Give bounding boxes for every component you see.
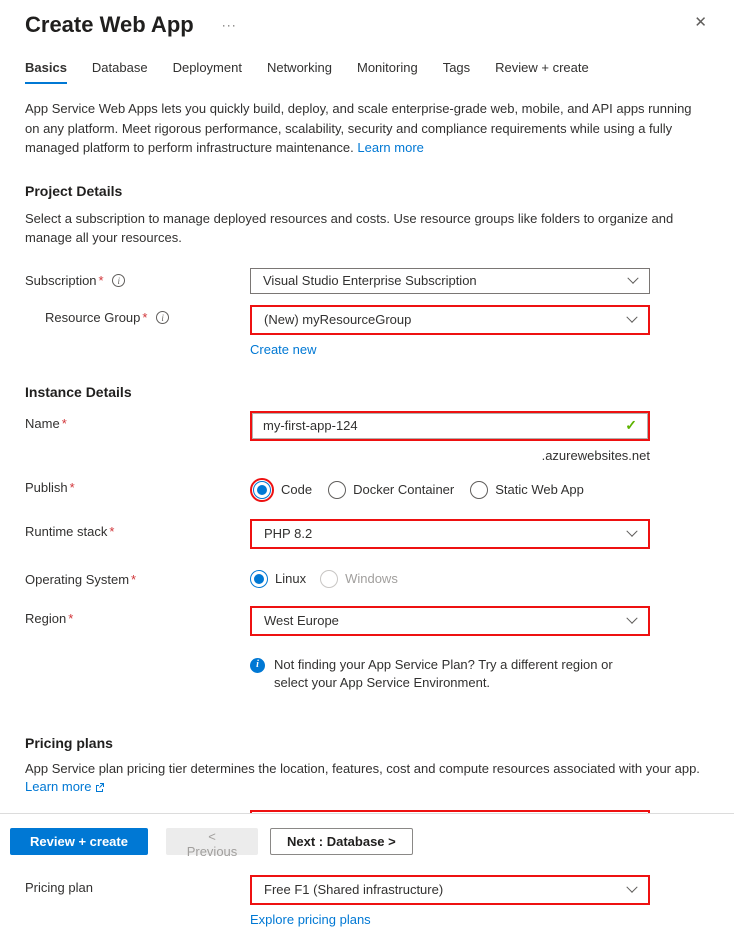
region-dropdown[interactable] <box>252 608 648 634</box>
publish-row <box>25 475 709 502</box>
tab-database[interactable]: Database <box>91 60 148 75</box>
radio-highlight <box>250 478 274 502</box>
resource-group-highlight <box>250 305 650 335</box>
publish-option-static[interactable]: Static Web App <box>470 481 584 499</box>
previous-button[interactable]: < Previous <box>166 828 258 855</box>
name-input[interactable] <box>263 418 625 433</box>
resource-group-dropdown[interactable] <box>252 307 648 333</box>
subscription-row <box>25 268 709 294</box>
pricing-plans-heading: Pricing plans <box>25 735 113 752</box>
runtime-stack-dropdown[interactable] <box>252 521 648 547</box>
required-asterisk: * <box>142 309 148 325</box>
intro-paragraph: App Service Web Apps lets you quickly build, deploy, and scale enterprise-grade web, mobile, and API apps running on any platform. Meet rigorous performance, scalability, security and compliance requirements while using a fully managed platform to perform infrastructure maintenance. <box>25 101 692 155</box>
domain-suffix: .azurewebsites.net <box>541 447 650 463</box>
project-details-description: Select a subscription to manage deployed resources and costs. Use resource groups like folders to organize and manage all your resources. <box>25 210 674 245</box>
tab-deployment[interactable]: Deployment <box>172 60 242 75</box>
name-label: Name * <box>25 415 67 431</box>
pricing-plan-label: Pricing plan <box>25 879 93 895</box>
operating-system-row <box>25 567 709 588</box>
instance-details-heading: Instance Details <box>25 383 132 400</box>
required-asterisk: * <box>61 415 67 431</box>
subscription-label: Subscription * i <box>25 268 250 288</box>
region-label: Region * <box>25 610 74 626</box>
tab-review-create[interactable]: Review + create <box>495 60 589 75</box>
page-title: Create Web App <box>25 12 194 37</box>
region-value: West Europe <box>264 613 339 628</box>
resource-group-label: Resource Group * i <box>25 305 250 325</box>
resource-group-row <box>25 305 709 357</box>
radio-disabled-icon <box>320 570 338 588</box>
project-details-heading: Project Details <box>25 182 123 199</box>
app-service-plan-note <box>250 656 650 694</box>
runtime-stack-label: Runtime stack * <box>25 523 115 539</box>
pricing-plan-row <box>25 875 709 927</box>
close-icon[interactable]: ✕ <box>694 14 707 31</box>
runtime-stack-row <box>25 519 709 549</box>
name-highlight <box>250 411 650 441</box>
explore-pricing-plans-link[interactable]: Explore pricing plans <box>250 911 371 927</box>
radio-icon <box>470 481 488 499</box>
chevron-down-icon <box>626 881 637 892</box>
tab-monitoring[interactable]: Monitoring <box>356 60 418 75</box>
runtime-stack-highlight <box>250 519 650 549</box>
runtime-stack-value: PHP 8.2 <box>264 526 313 541</box>
os-option-windows[interactable]: Windows <box>320 570 398 588</box>
radio-icon <box>328 481 346 499</box>
info-icon[interactable]: i <box>112 274 125 287</box>
external-link-icon <box>95 782 105 792</box>
name-row <box>25 411 709 463</box>
more-options-icon[interactable]: ··· <box>221 18 237 32</box>
required-asterisk: * <box>68 610 74 626</box>
create-new-resource-group-link[interactable]: Create new <box>250 341 317 357</box>
pricing-learn-more-link[interactable]: Learn more <box>25 779 105 794</box>
required-asterisk: * <box>69 479 75 495</box>
subscription-value: Visual Studio Enterprise Subscription <box>263 273 477 288</box>
subscription-dropdown[interactable] <box>250 268 650 294</box>
tab-networking[interactable]: Networking <box>266 60 332 75</box>
tab-tags[interactable]: Tags <box>442 60 471 75</box>
radio-selected-icon <box>253 481 271 499</box>
wizard-footer <box>0 813 734 869</box>
region-highlight <box>250 606 650 636</box>
pane-header <box>25 0 709 38</box>
os-option-linux[interactable]: Linux <box>250 570 306 588</box>
publish-option-code[interactable]: Code <box>250 478 312 502</box>
required-asterisk: * <box>109 523 115 539</box>
radio-selected-icon <box>250 570 268 588</box>
publish-label: Publish * <box>25 479 75 495</box>
info-filled-icon: i <box>250 658 265 673</box>
chevron-down-icon <box>626 525 637 536</box>
tab-basics[interactable]: Basics <box>25 60 67 84</box>
pricing-plan-value: Free F1 (Shared infrastructure) <box>264 882 444 898</box>
pricing-plan-dropdown[interactable] <box>252 877 648 903</box>
intro-text <box>25 99 709 158</box>
valid-check-icon: ✓ <box>625 417 637 433</box>
publish-option-docker[interactable]: Docker Container <box>328 481 454 499</box>
required-asterisk: * <box>98 272 104 288</box>
review-create-button[interactable]: Review + create <box>10 828 148 855</box>
pricing-plans-description: App Service plan pricing tier determines the location, features, cost and compute resources associated with your app. Learn more <box>25 761 700 795</box>
next-database-button[interactable]: Next : Database > <box>270 828 413 855</box>
region-row <box>25 606 709 636</box>
chevron-down-icon <box>626 612 637 623</box>
note-text: Not finding your App Service Plan? Try a different region or select your App Service Environment. <box>274 656 613 691</box>
info-icon[interactable]: i <box>156 311 169 324</box>
chevron-down-icon <box>626 311 637 322</box>
operating-system-label: Operating System * <box>25 571 137 587</box>
pricing-plan-highlight <box>250 875 650 905</box>
required-asterisk: * <box>131 571 137 587</box>
resource-group-value: (New) myResourceGroup <box>264 312 412 327</box>
learn-more-link[interactable]: Learn more <box>357 140 424 155</box>
chevron-down-icon <box>627 272 638 283</box>
tab-bar <box>25 60 709 84</box>
